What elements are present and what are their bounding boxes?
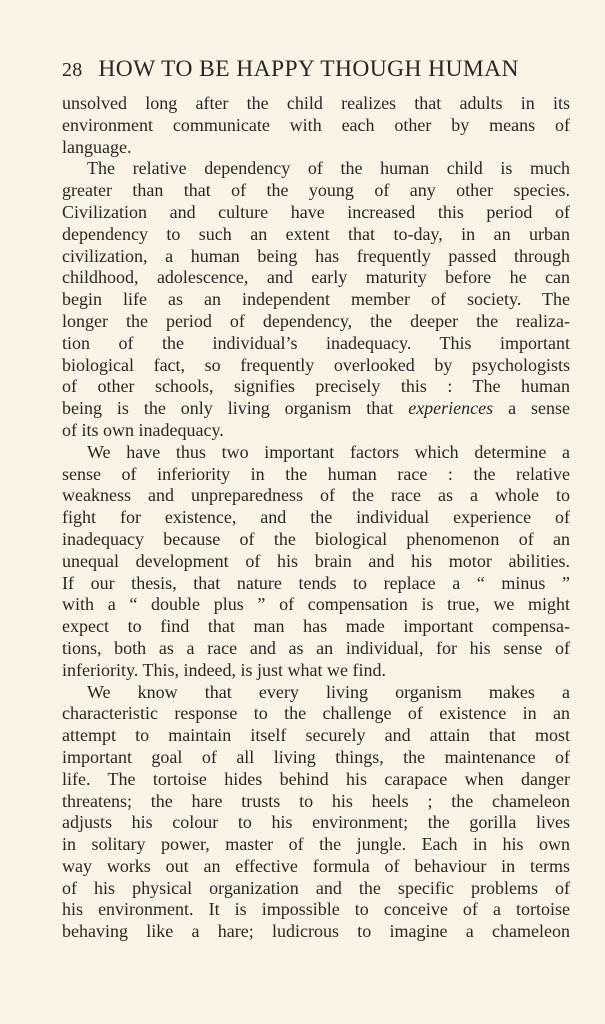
text-line — [62, 267, 570, 289]
text-line-content: way works out an effective formula of behaviour in terms — [62, 855, 570, 876]
text-line — [62, 573, 570, 595]
text-line-content: We know that every living organism makes a — [87, 681, 570, 702]
text-line-content: weakness and unpreparedness of the race as a whole to — [62, 485, 570, 506]
text-line — [62, 485, 570, 507]
text-line-content: environment communicate with each other by means of — [62, 114, 570, 135]
text-line-content: greater than that of the young of any other species. — [62, 180, 570, 201]
text-line — [62, 834, 570, 856]
text-line-content: longer the period of dependency, the deeper the realiza- — [62, 310, 570, 331]
text-line — [62, 551, 570, 573]
text-line — [62, 594, 570, 616]
text-line — [62, 289, 570, 311]
text-line — [62, 725, 570, 747]
text-line — [62, 420, 570, 442]
text-line-content: with a “ double plus ” of compensation is true, we might — [62, 594, 570, 615]
text-line — [62, 355, 570, 377]
text-line-content: adjusts his colour to his environment; the gorilla lives — [62, 812, 570, 833]
text-line — [62, 769, 570, 791]
text-line-content: We have thus two important factors which determine a — [87, 441, 570, 462]
text-line — [62, 507, 570, 529]
text-line — [62, 747, 570, 769]
text-line — [62, 398, 570, 420]
text-line — [62, 442, 570, 464]
text-line-content: in solitary power, master of the jungle. Each in his own — [62, 834, 570, 855]
running-title: HOW TO BE HAPPY THOUGH HUMAN — [98, 56, 519, 82]
text-line — [62, 376, 570, 398]
text-line-content: language. — [62, 136, 132, 157]
text-line — [62, 878, 570, 900]
book-page — [62, 55, 570, 943]
text-line-content: characteristic response to the challenge of existence in an — [62, 703, 570, 724]
text-line-content: civilization, a human being has frequently passed through — [62, 245, 570, 266]
body-text — [62, 93, 570, 943]
running-head — [62, 55, 570, 83]
text-line — [62, 899, 570, 921]
text-line-content: tion of the individual’s inadequacy. This important — [62, 332, 570, 353]
text-line-content: life. The tortoise hides behind his carapace when danger — [62, 768, 570, 789]
text-line-content: of its own inadequacy. — [62, 419, 224, 440]
text-line — [62, 115, 570, 137]
text-line — [62, 921, 570, 943]
text-line-content: unsolved long after the child realizes that adults in its — [62, 93, 570, 113]
text-line — [62, 137, 570, 159]
text-line-content: threatens; the hare trusts to his heels ; the chameleon — [62, 790, 570, 811]
text-line — [62, 812, 570, 834]
text-line — [62, 660, 570, 682]
text-line — [62, 791, 570, 813]
text-line-content: behaving like a hare; ludicrous to imagine a chameleon — [62, 921, 570, 942]
text-line-content: Civilization and culture have increased this period of — [62, 201, 570, 222]
text-line-content: The relative dependency of the human child is much — [87, 158, 570, 179]
text-line-content: of his physical organization and the specific problems of — [62, 877, 570, 898]
text-line — [62, 703, 570, 725]
text-line-content: attempt to maintain itself securely and attain that most — [62, 725, 570, 746]
text-line-content: inferiority. This, indeed, is just what we find. — [62, 659, 386, 680]
text-line-content: childhood, adolescence, and early maturity before he can — [62, 267, 570, 288]
text-line — [62, 158, 570, 180]
text-line-content: dependency to such an extent that to-day, in an urban — [62, 223, 570, 244]
text-line — [62, 856, 570, 878]
text-line — [62, 311, 570, 333]
text-line-content: begin life as an independent member of society. The — [62, 289, 570, 310]
text-line — [62, 224, 570, 246]
text-line — [62, 246, 570, 268]
text-line-content: of other schools, signifies precisely this : The human — [62, 376, 570, 397]
italic-emphasis: experiences — [408, 398, 494, 419]
text-line — [62, 682, 570, 704]
text-line-content: sense of inferiority in the human race : the relative — [62, 463, 570, 484]
text-line — [62, 464, 570, 486]
text-line — [62, 93, 570, 115]
text-line-content: being is the only living organism that — [62, 398, 394, 419]
text-line — [62, 616, 570, 638]
text-line-content: tions, both as a race and as an individual, for his sense of — [62, 637, 570, 658]
text-line-content: important goal of all living things, the maintenance of — [62, 746, 570, 767]
text-line-content: expect to find that man has made important compensa- — [62, 616, 570, 637]
text-line-content: inadequacy because of the biological phenomenon of an — [62, 528, 570, 549]
text-line — [62, 529, 570, 551]
text-line-content: fight for existence, and the individual experience of — [62, 507, 570, 528]
text-line — [62, 202, 570, 224]
page-number: 28 — [62, 59, 83, 81]
text-line — [62, 180, 570, 202]
text-line-content: unequal development of his brain and his motor abilities. — [62, 550, 570, 571]
text-line — [62, 638, 570, 660]
text-line-content: biological fact, so frequently overlooked by psychologists — [62, 354, 570, 375]
text-line — [62, 333, 570, 355]
text-line-content: If our thesis, that nature tends to replace a “ minus ” — [62, 572, 570, 593]
text-line-content: his environment. It is impossible to conceive of a tortoise — [62, 899, 570, 920]
text-line-tail: a sense — [508, 398, 571, 419]
